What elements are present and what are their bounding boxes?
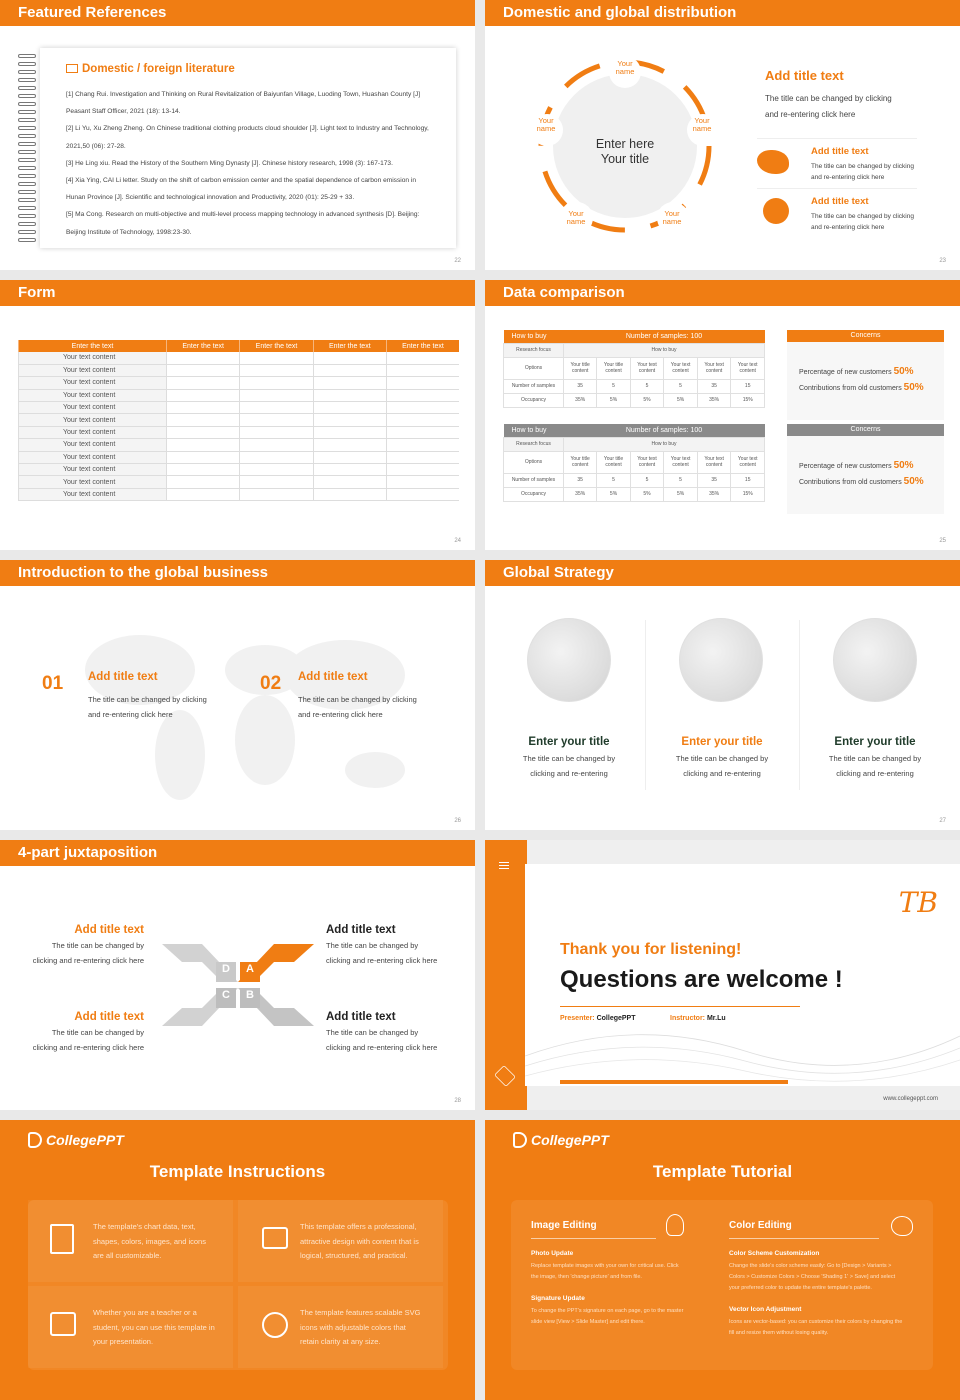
table-row	[19, 364, 460, 376]
juxta-item: Add title text The title can be changed by clicking and re-entering click here	[326, 1011, 438, 1052]
strategy-item: Enter your title The title can be changed by clicking and re-entering	[522, 736, 616, 778]
table-header-row	[19, 340, 460, 352]
collegeppt-logo: CollegePPT	[513, 1132, 609, 1148]
table-cell	[313, 488, 386, 500]
row-label: Your text content	[19, 451, 167, 463]
table-cell	[313, 426, 386, 438]
quadrant-letter: B	[246, 989, 254, 1001]
comparison-table: How to buy Number of samples: 100 Research focus How to buy Options Your title content Your title content Your text content Your text content Your text content Your text content Number of samples 35 5 5 5 35 15 Occupancy 35% 5% 5% 5% 35% 15%	[503, 424, 765, 502]
table-cell	[240, 451, 313, 463]
table-cell	[386, 364, 459, 376]
tutorial-panel	[511, 1200, 933, 1370]
slide-form	[0, 280, 475, 550]
presenter-icon	[50, 1312, 76, 1336]
juxta-item: Add title text The title can be changed by clicking and re-entering click here	[32, 1011, 144, 1052]
table-cell	[386, 488, 459, 500]
instruction-cell: The template's chart data, text, shapes, colors, images, and icons are all customizable.	[28, 1200, 233, 1282]
row-label: Your text content	[19, 414, 167, 426]
item2-title: Add title text	[811, 196, 869, 207]
slide-title: Introduction to the global business	[0, 560, 475, 586]
logo-icon	[513, 1132, 527, 1148]
signature-logo: TB	[898, 886, 938, 919]
questions-text: Questions are welcome !	[560, 966, 843, 993]
table-cell	[240, 377, 313, 389]
row-label: Your text content	[19, 377, 167, 389]
lightbulb-icon	[666, 1214, 684, 1236]
item-title: Add title text	[88, 671, 158, 683]
row-label: Your text content	[19, 389, 167, 401]
table-cell	[313, 402, 386, 414]
table-cell	[313, 377, 386, 389]
quadrant-letter: C	[222, 989, 230, 1001]
slide-title: Global Strategy	[485, 560, 960, 586]
slide-references	[0, 0, 475, 270]
table-cell	[313, 352, 386, 364]
collegeppt-logo: CollegePPT	[28, 1132, 124, 1148]
table-row	[19, 439, 460, 451]
column-header: Enter the text	[313, 340, 386, 352]
add-title: Add title text	[765, 68, 844, 83]
table-row	[19, 414, 460, 426]
table-row	[19, 402, 460, 414]
divider	[757, 188, 917, 189]
concerns-box-bottom: Concerns Percentage of new customers 50% Contributions from old customers 50%	[787, 424, 944, 514]
bottom-accent-bar	[560, 1080, 788, 1084]
quadrant-letter: D	[222, 963, 230, 975]
concerns-box-top: Concerns Percentage of new customers 50% Contributions from old customers 50%	[787, 330, 944, 420]
page-number: 27	[939, 818, 946, 824]
thanks-text: Thank you for listening!	[560, 941, 742, 958]
table-row	[19, 377, 460, 389]
table-cell	[240, 476, 313, 488]
table-cell	[240, 464, 313, 476]
node-label-right: Your name	[692, 116, 712, 133]
window-icon	[262, 1227, 288, 1249]
globe-image	[833, 618, 917, 702]
table-cell	[167, 364, 240, 376]
table-cell	[240, 352, 313, 364]
juxta-item: Add title text The title can be changed by clicking and re-entering click here	[326, 924, 438, 965]
form-table	[18, 340, 459, 501]
vector-icon-heading: Vector Icon Adjustment	[729, 1306, 802, 1313]
table-row	[19, 389, 460, 401]
globe-image	[527, 618, 611, 702]
row-label: Your text content	[19, 464, 167, 476]
slide-thank-you	[485, 840, 960, 1110]
table-cell	[167, 488, 240, 500]
table-cell	[386, 389, 459, 401]
slide-juxtaposition	[0, 840, 475, 1110]
table-cell	[386, 464, 459, 476]
page-number: 26	[454, 818, 461, 824]
table-cell	[167, 402, 240, 414]
document-icon	[50, 1224, 74, 1254]
menu-icon	[499, 862, 509, 863]
table-cell	[313, 439, 386, 451]
item-desc: The title can be changed by clicking and re-entering click here	[88, 695, 207, 719]
photo-update-text: Replace template images with your own for critical use. Click the image, then 'change picture' and from file.	[531, 1263, 679, 1280]
table-cell	[386, 476, 459, 488]
quadrant-letter: A	[246, 963, 254, 975]
instruction-cell: Whether you are a teacher or a student, you can use this template in your presentation.	[28, 1286, 233, 1368]
book-icon	[66, 64, 78, 73]
divider	[729, 1238, 879, 1239]
row-label: Your text content	[19, 352, 167, 364]
item-number: 02	[260, 673, 282, 694]
slide-title: Domestic and global distribution	[485, 0, 960, 26]
column-header: Enter the text	[240, 340, 313, 352]
tutorial-title: Template Tutorial	[652, 1162, 793, 1181]
node-label-top: Your name	[615, 59, 635, 76]
palette-icon	[891, 1216, 913, 1236]
column-header: Enter the text	[167, 340, 240, 352]
thanks-card	[525, 864, 960, 1086]
table-cell	[240, 364, 313, 376]
table-cell	[167, 426, 240, 438]
item-desc: The title can be changed by clicking and re-entering click here	[298, 695, 417, 719]
instructor-info: Instructor: Mr.Lu	[670, 1015, 726, 1022]
table-row	[19, 426, 460, 438]
vector-icon-text: Icons are vector-based: you can customize their colors by changing the fill and resize them without losing quality.	[729, 1319, 903, 1336]
table-cell	[240, 389, 313, 401]
table-cell	[313, 389, 386, 401]
row-label: Your text content	[19, 402, 167, 414]
item1-desc: The title can be changed by clicking and re-entering click here	[811, 163, 914, 181]
table-cell	[240, 488, 313, 500]
table-cell	[167, 439, 240, 451]
slide-title: 4-part juxtaposition	[0, 840, 475, 866]
color-editing-heading: Color Editing	[729, 1220, 792, 1231]
table-row	[19, 464, 460, 476]
table-row	[19, 488, 460, 500]
table-cell	[167, 414, 240, 426]
signature-update-heading: Signature Update	[531, 1295, 585, 1302]
node-label-left: Your name	[536, 116, 556, 133]
page-number: 23	[939, 258, 946, 264]
table-cell	[167, 352, 240, 364]
presenter-info: Presenter: CollegePPT	[560, 1015, 636, 1022]
table-cell	[386, 426, 459, 438]
node-label-bottom-right: Your name	[662, 209, 682, 226]
color-scheme-text: Change the slide's color scheme easily: Go to [Design > Variants > Colors > Customize Colors > Choose 'Shading 1' > Save] and select your preferred color to update the entire template's palette.	[729, 1263, 896, 1291]
table-row	[19, 451, 460, 463]
table-cell	[240, 439, 313, 451]
item1-title: Add title text	[811, 146, 869, 157]
table-cell	[386, 352, 459, 364]
table-cell	[313, 476, 386, 488]
image-editing-heading: Image Editing	[531, 1220, 597, 1231]
page-number: 25	[939, 538, 946, 544]
table-row	[19, 476, 460, 488]
references-list: [1] Chang Rui. Investigation and Thinking on Rural Revitalization of Baiyunfan Village, Luoding Town, Huashan County [J] Peasant Staff Officer, 2021 (18): 13-14. [2] Li Yu, Xu Zheng Zheng. On Chinese traditional clothing products cloud shoulder [J]. Light text to Industry and Technology, 2021,50 (06): 27-28. [3] He Ling xiu. Read the History of the Southern Ming Dynasty [J]. Chinese history research, 1998 (3): 167-173. [4] Xia Ying, CAI Li letter. Study on the shift of carbon emission center and the spatial dependence of carbon emission in Hunan Province [J]. Scientific and technological innovation and Productivity, 2020 (01): 25-29 + 33. [5] Ma Cong. Research on multi-objective and multi-level process mapping technology in advanced synthesis [D]. Beijing: Beijing Institute of Technology, 1998:23-30.	[66, 91, 429, 236]
table-cell	[313, 364, 386, 376]
column-header: Enter the text	[19, 340, 167, 352]
table-cell	[313, 451, 386, 463]
slide-title: Featured References	[0, 0, 475, 26]
signature-update-text: To change the PPT's signature on each page, go to the master slide view [View > Slide Master] and edit there.	[531, 1308, 684, 1325]
strategy-item: Enter your title The title can be changed by clicking and re-entering	[828, 736, 922, 778]
item2-desc: The title can be changed by clicking and re-entering click here	[811, 213, 914, 231]
slide-global-strategy	[485, 560, 960, 830]
instruction-cell: This template offers a professional, attractive design with content that is logical, structured, and practical.	[238, 1200, 443, 1282]
photo-update-heading: Photo Update	[531, 1250, 574, 1257]
color-scheme-heading: Color Scheme Customization	[729, 1250, 820, 1257]
globe-icon	[763, 198, 789, 224]
table-cell	[386, 414, 459, 426]
table-cell	[386, 439, 459, 451]
slide-title: Data comparison	[485, 280, 960, 306]
page-number: 24	[454, 538, 461, 544]
references-heading: Domestic / foreign literature	[66, 63, 235, 75]
add-title-desc: The title can be changed by clicking and re-entering click here	[765, 94, 892, 119]
page-number: 22	[454, 258, 461, 264]
row-label: Your text content	[19, 426, 167, 438]
slide-data-comparison	[485, 280, 960, 550]
instruction-cell: The template features scalable SVG icons with adjustable colors that retain clarity at any size.	[238, 1286, 443, 1368]
table-cell	[313, 414, 386, 426]
table-cell	[167, 377, 240, 389]
table-cell	[167, 451, 240, 463]
basketball-icon	[262, 1312, 288, 1338]
table-cell	[167, 389, 240, 401]
china-map-icon	[757, 150, 789, 174]
slide-global-business	[0, 560, 475, 830]
row-label: Your text content	[19, 364, 167, 376]
globe-image	[679, 618, 763, 702]
juxta-item: Add title text The title can be changed by clicking and re-entering click here	[32, 924, 144, 965]
slide-template-tutorial	[485, 1120, 960, 1400]
website-url: www.collegeppt.com	[883, 1096, 938, 1102]
slide-distribution	[485, 0, 960, 270]
table-cell	[386, 451, 459, 463]
table-cell	[167, 464, 240, 476]
slide-template-instructions	[0, 1120, 475, 1400]
column-header: Enter the text	[386, 340, 459, 352]
table-cell	[240, 426, 313, 438]
comparison-table: How to buy Number of samples: 100 Research focus How to buy Options Your title content Your title content Your text content Your text content Your text content Your text content Number of samples 35 5 5 5 35 15 Occupancy 35% 5% 5% 5% 35% 15%	[503, 330, 765, 408]
divider	[531, 1238, 656, 1239]
row-label: Your text content	[19, 439, 167, 451]
table-row	[19, 352, 460, 364]
table-cell	[313, 464, 386, 476]
strategy-item: Enter your title The title can be changed by clicking and re-entering	[675, 736, 769, 778]
table-cell	[167, 476, 240, 488]
node-label-bottom-left: Your name	[566, 209, 586, 226]
table-cell	[240, 402, 313, 414]
instructions-title: Template Instructions	[149, 1162, 326, 1181]
slide-title: Form	[0, 280, 475, 306]
table-cell	[386, 377, 459, 389]
item-number: 01	[42, 673, 64, 694]
divider	[757, 138, 917, 139]
instructions-panel	[28, 1200, 448, 1370]
table-cell	[386, 402, 459, 414]
four-arrow-diagram	[162, 940, 314, 1030]
references-box	[40, 48, 456, 248]
logo-icon	[28, 1132, 42, 1148]
wave-mesh-decoration	[525, 996, 960, 1086]
item-title: Add title text	[298, 671, 368, 683]
page-number: 28	[454, 1098, 461, 1104]
row-label: Your text content	[19, 488, 167, 500]
center-text: Enter here Your title	[595, 137, 655, 166]
divider	[560, 1006, 800, 1007]
row-label: Your text content	[19, 476, 167, 488]
table-cell	[240, 414, 313, 426]
